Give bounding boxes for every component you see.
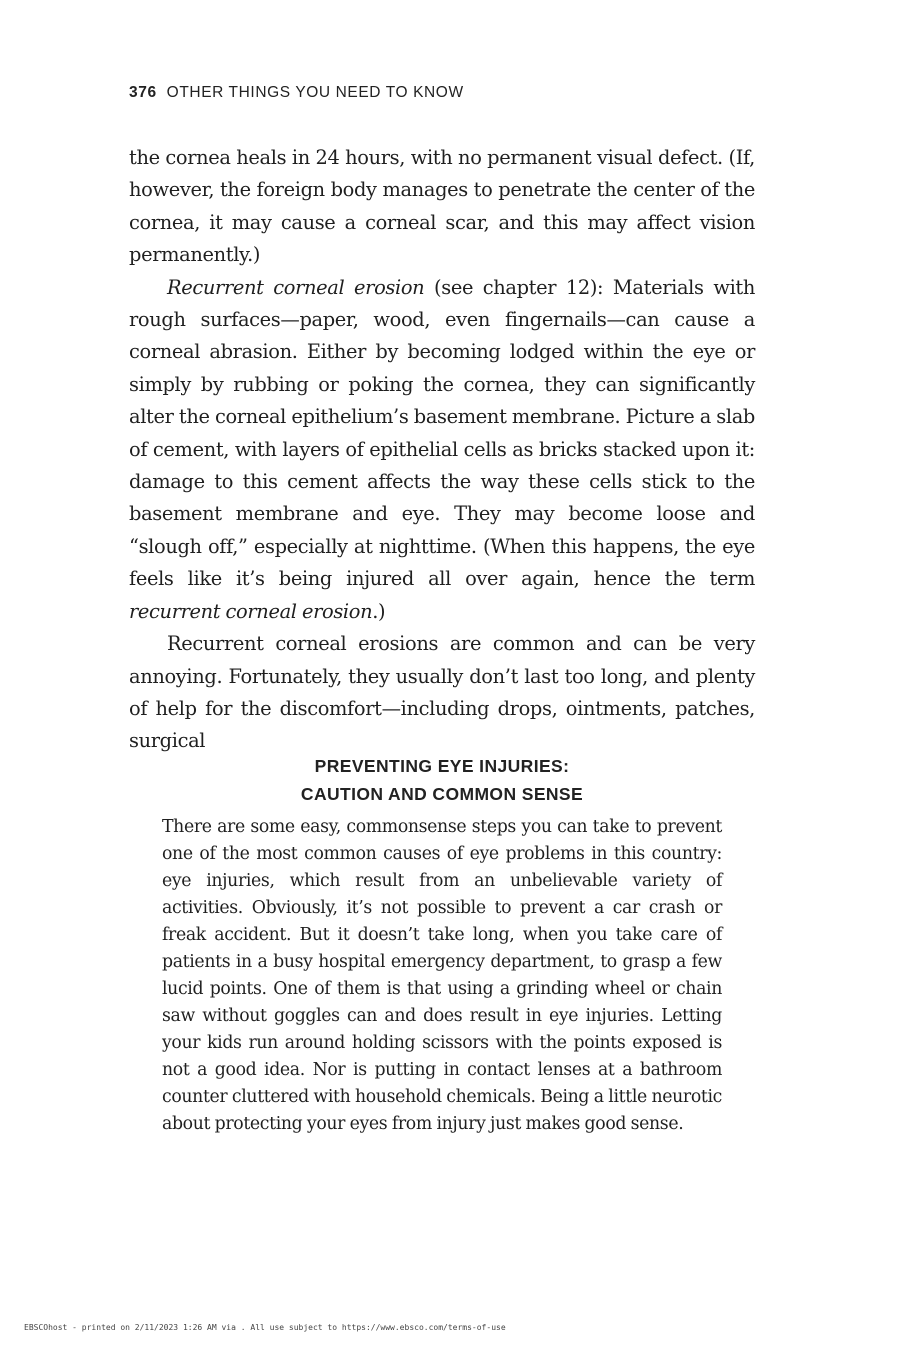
term-recurrent-corneal-erosion: Recurrent corneal erosion xyxy=(167,275,425,299)
main-text xyxy=(129,142,755,758)
sidebar-heading-line-1: PREVENTING EYE INJURIES: xyxy=(314,756,570,776)
page-number: 376 xyxy=(129,84,157,101)
paragraph-2-text: (see chapter 12): Materials with rough surfaces—paper, wood, even fingernails—can cause a corneal abrasion. Either by becoming lodged within the eye or simply by rubbing or poking the cornea, they can significantly alter the corneal epithelium’s basement membrane. Picture a slab of cement, with layers of epithelial cells as bricks stacked upon it: damage to this cement affects the way these cells stick to the basement membrane and eye. They may become loose and “slough off,” especially at nighttime. (When this happens, the eye feels like it’s being injured all over again, hence the term xyxy=(129,275,755,591)
paragraph-2-end: .) xyxy=(372,599,386,623)
sidebar-heading xyxy=(162,752,722,808)
sidebar-heading-line-2: CAUTION AND COMMON SENSE xyxy=(300,784,584,804)
paragraph-3: Recurrent corneal erosions are common and can be very annoying. Fortunately, they usually don’t last too long, and plenty of help for the discomfort—including drops, ointments, patches, surgical xyxy=(129,632,755,753)
running-head xyxy=(129,84,464,102)
term-recurrent-corneal-erosion-2: recurrent corneal erosion xyxy=(129,599,373,623)
sidebar-text: There are some easy, commonsense steps you can take to prevent one of the most common causes of eye problems in this country: eye injuries, which result from an unbelievable variety of activities. Obviously, it’s not possible to prevent a car crash or freak accident. But it doesn’t take long, when you take care of patients in a busy hospital emergency department, to grasp a few lucid points. One of them is that using a grinding wheel or chain saw without goggles can and does result in eye injuries. Letting your kids run around holding scissors with the points exposed is not a good idea. Nor is putting in contact lenses at a bathroom counter cluttered with household chemicals. Being a little neurotic about protecting your eyes from injury just makes good sense. xyxy=(162,817,722,1134)
paragraph-2 xyxy=(129,272,755,628)
paragraph-1: the cornea heals in 24 hours, with no permanent visual defect. (If, however, the foreign body manages to penetrate the center of the cornea, it may cause a corneal scar, and this may affect vision permanently.) xyxy=(129,146,755,267)
running-title: OTHER THINGS YOU NEED TO KNOW xyxy=(166,84,464,101)
footer-notice: EBSCOhost - printed on 2/11/2023 1:26 AM via . All use subject to https://www.ebsco.com/terms-of-use xyxy=(24,1323,506,1332)
